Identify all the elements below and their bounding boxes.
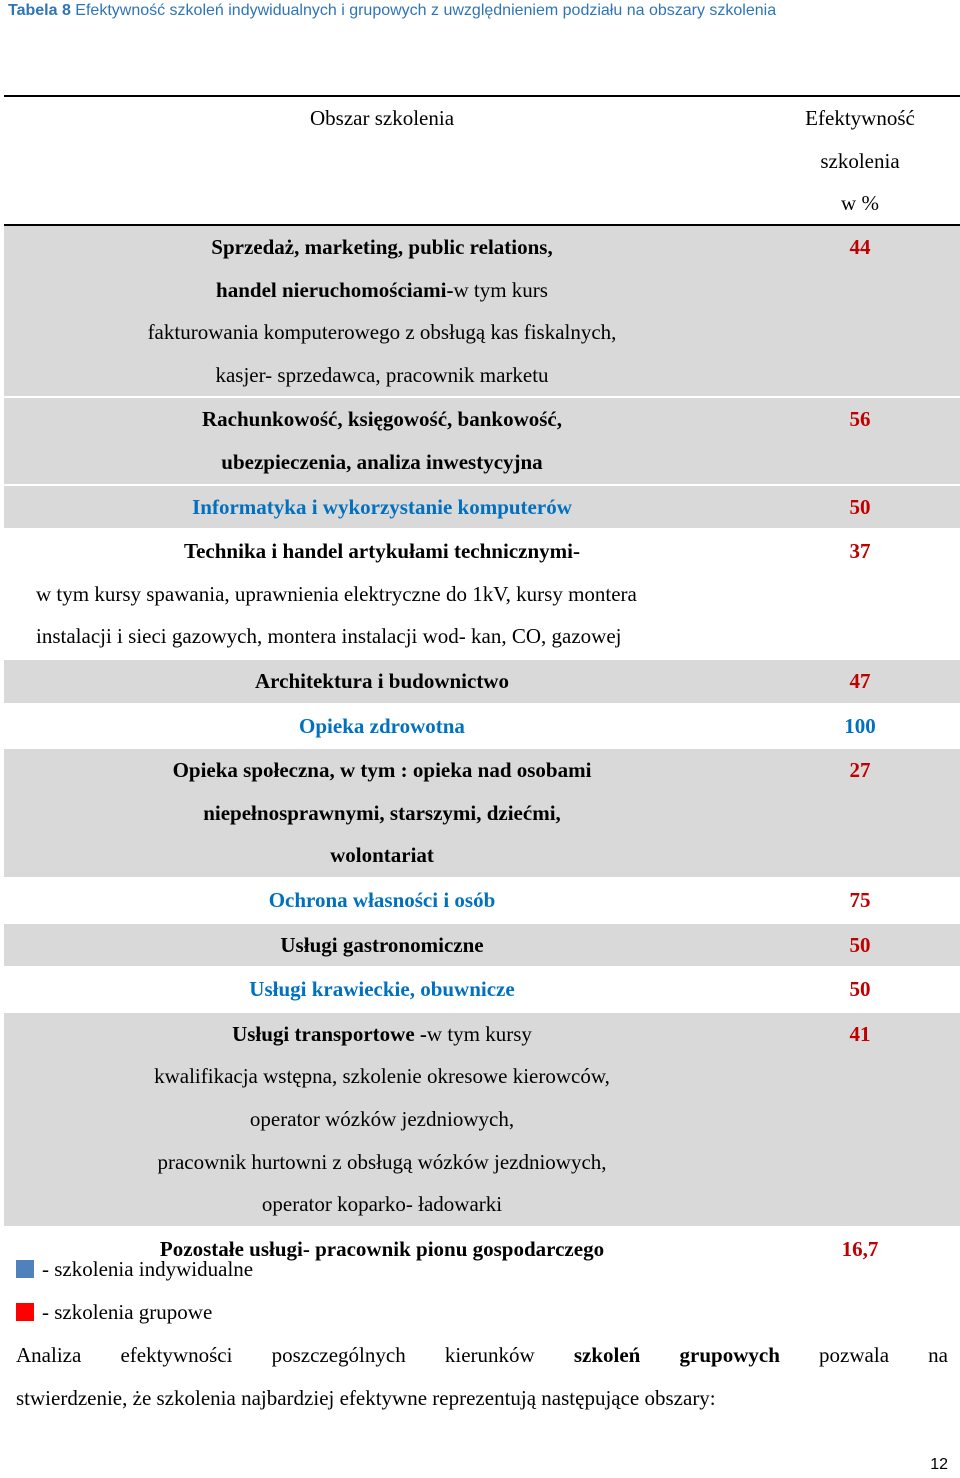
table-row [4, 486, 960, 531]
area-cell [4, 660, 760, 703]
area-cell [4, 749, 760, 877]
area-line-rest: w tym kursy [426, 1021, 532, 1046]
legend-individual [16, 1248, 253, 1290]
legend-square-red [16, 1303, 34, 1321]
legend-individual-label: - szkolenia indywidualne [42, 1257, 254, 1281]
area-line: niepełnosprawnymi, starszymi, dziećmi, [203, 800, 561, 825]
area-cell [4, 968, 760, 1011]
area-line: Rachunkowość, księgowość, bankowość, [202, 407, 562, 432]
area-line: Technika i handel artykułami technicznymi- [184, 539, 580, 564]
table-row [4, 705, 960, 750]
table-row [4, 660, 960, 705]
paragraph-line-2: stwierdzenie, że szkolenia najbardziej efektywne reprezentują następujące obszary: [16, 1385, 716, 1410]
area-cell [4, 486, 760, 529]
table-header [4, 97, 960, 226]
efficiency-table [4, 95, 960, 1272]
table-row [4, 398, 960, 485]
efficiency-value: 100 [844, 713, 876, 738]
efficiency-value: 41 [849, 1021, 871, 1046]
efficiency-value: 50 [849, 977, 871, 1002]
area-cell [4, 705, 760, 748]
area-line: Opieka zdrowotna [299, 713, 465, 738]
area-line: Architektura i budownictwo [255, 668, 509, 693]
area-line: kwalifikacja wstępna, szkolenie okresowe kierowców, [154, 1064, 610, 1089]
table-row [4, 1013, 960, 1228]
efficiency-value: 27 [849, 758, 871, 783]
area-line: ubezpieczenia, analiza inwestycyjna [221, 449, 543, 474]
area-cell [4, 924, 760, 967]
efficiency-value: 44 [849, 235, 871, 259]
paragraph-text: pozwala na [779, 1343, 949, 1367]
paragraph-text: Analiza efektywności poszczególnych kierunków [16, 1343, 574, 1367]
header-area: Obszar szkolenia [309, 106, 455, 130]
area-line: wolontariat [330, 843, 434, 868]
table-row [4, 226, 960, 398]
efficiency-value: 47 [849, 668, 871, 693]
area-line: Pozostałe usługi- pracownik pionu gospodarczego [159, 1236, 605, 1261]
table-row [4, 749, 960, 879]
area-line: operator wózków jezdniowych, [249, 1106, 515, 1131]
analysis-paragraph [16, 1334, 948, 1419]
area-line [4, 1013, 760, 1056]
area-line: kasjer- sprzedawca, pracownik marketu [215, 362, 549, 387]
area-cell [4, 879, 760, 922]
efficiency-value: 50 [849, 932, 871, 957]
efficiency-value: 56 [849, 407, 871, 432]
table-row [4, 924, 960, 969]
table-body [4, 226, 960, 1272]
area-line: Usługi krawieckie, obuwnicze [249, 977, 515, 1002]
area-line-bold: Usługi transportowe - [232, 1021, 427, 1046]
efficiency-value: 50 [849, 494, 871, 519]
area-line [4, 269, 760, 312]
header-efficiency-line: Efektywność [805, 106, 915, 130]
area-line: fakturowania komputerowego z obsługą kas fiskalnych, [147, 320, 617, 345]
table-caption [8, 0, 776, 22]
paragraph-line-1 [16, 1334, 948, 1377]
efficiency-value: 16,7 [841, 1236, 879, 1261]
area-line: Sprzedaż, marketing, public relations, [211, 235, 553, 259]
area-cell [4, 530, 760, 658]
legend-group [16, 1291, 212, 1333]
legend-square-blue [16, 1260, 34, 1278]
table-row [4, 530, 960, 660]
area-line: w tym kursy spawania, uprawnienia elektryczne do 1kV, kursy montera [36, 581, 637, 606]
area-line: instalacji i sieci gazowych, montera instalacji wod- kan, CO, gazowej [36, 624, 622, 649]
area-line: Ochrona własności i osób [268, 887, 496, 912]
area-line: Informatyka i wykorzystanie komputerów [192, 494, 572, 519]
area-line: pracownik hurtowni z obsługą wózków jezdniowych, [157, 1149, 607, 1174]
page-number: 12 [930, 1456, 948, 1473]
paragraph-bold: szkoleń grupowych [573, 1343, 780, 1367]
header-efficiency-line: w % [841, 191, 879, 216]
area-line: Opieka społeczna, w tym : opieka nad osobami [172, 758, 592, 783]
area-cell [4, 1013, 760, 1226]
area-cell [4, 226, 760, 396]
header-efficiency [760, 97, 960, 225]
header-efficiency-line: szkolenia [820, 148, 900, 173]
table-row [4, 879, 960, 924]
caption-text: Efektywność szkoleń indywidualnych i grupowych z uwzględnieniem podziału na obszary szkolenia [75, 2, 777, 19]
area-line-bold: handel nieruchomościami- [216, 277, 454, 302]
efficiency-value: 37 [849, 539, 871, 564]
table-row [4, 968, 960, 1013]
caption-prefix: Tabela 8 [8, 2, 71, 19]
efficiency-value: 75 [849, 887, 871, 912]
area-line: Usługi gastronomiczne [280, 932, 484, 957]
legend-group-label: - szkolenia grupowe [42, 1300, 213, 1324]
area-cell [4, 398, 760, 483]
area-line-rest: w tym kurs [453, 277, 548, 302]
area-line: operator koparko- ładowarki [261, 1192, 503, 1217]
